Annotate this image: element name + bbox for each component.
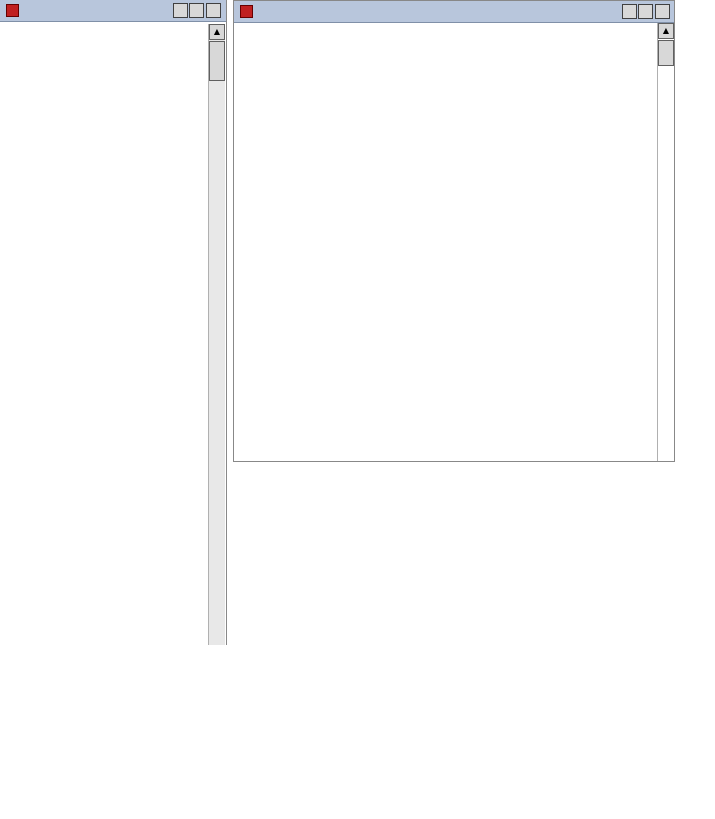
scroll-up-icon[interactable]: ▲	[209, 24, 225, 40]
scroll-up-icon[interactable]: ▲	[658, 23, 674, 39]
